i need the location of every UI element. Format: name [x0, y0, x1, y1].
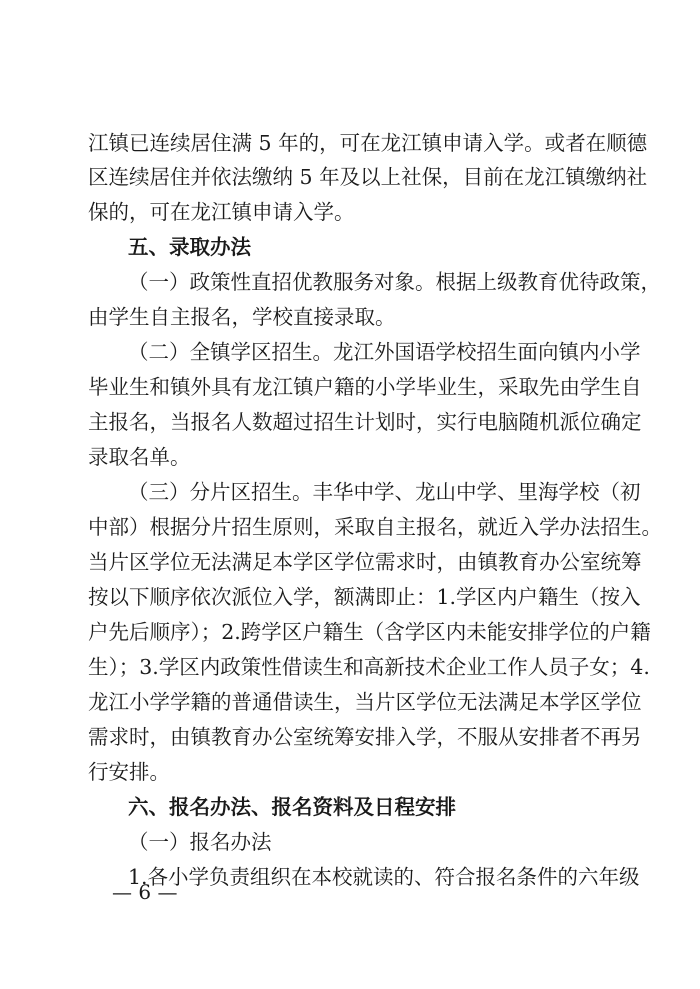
body-text-line: 按以下顺序依次派位入学，额满即止：1.学区内户籍生（按入 — [88, 585, 641, 609]
body-text-line: 录取名单。 — [88, 445, 191, 469]
body-text-line: 行安排。 — [88, 760, 170, 784]
section-heading-admission: 五、录取办法 — [128, 235, 251, 259]
body-text-line: 生）；3.学区内政策性借读生和高新技术企业工作人员子女；4. — [88, 655, 650, 679]
body-text-line: 保的，可在龙江镇申请入学。 — [88, 200, 355, 224]
body-text-line: （二）全镇学区招生。龙江外国语学校招生面向镇内小学 — [128, 340, 641, 364]
body-text-line: 由学生自主报名，学校直接录取。 — [88, 305, 396, 329]
body-text-line: 毕业生和镇外具有龙江镇户籍的小学毕业生，采取先由学生自 — [88, 375, 642, 399]
body-text-line: （一）政策性直招优教服务对象。根据上级教育优待政策， — [128, 270, 661, 294]
body-text-line: 区连续居住并依法缴纳 5 年及以上社保，目前在龙江镇缴纳社 — [88, 165, 648, 189]
body-text-line: 龙江小学学籍的普通借读生，当片区学位无法满足本学区学位 — [88, 690, 642, 714]
body-text-line: 户先后顺序）；2.跨学区户籍生（含学区内未能安排学位的户籍 — [88, 620, 651, 644]
body-text-line: 1.各小学负责组织在本校就读的、符合报名条件的六年级 — [128, 865, 640, 889]
body-text-line: 中部）根据分片招生原则，采取自主报名，就近入学办法招生。 — [88, 515, 662, 539]
page-number: — 6 — — [112, 880, 178, 904]
body-text-line: 主报名，当报名人数超过招生计划时，实行电脑随机派位确定 — [88, 410, 642, 434]
body-text-line: 江镇已连续居住满 5 年的，可在龙江镇申请入学。或者在顺德 — [88, 131, 648, 155]
subheading-registration-method: （一）报名办法 — [128, 830, 272, 854]
body-text-line: （三）分片区招生。丰华中学、龙山中学、里海学校（初 — [128, 480, 641, 504]
body-text-line: 需求时，由镇教育办公室统筹安排入学，不服从安排者不再另 — [88, 725, 642, 749]
body-text-line: 当片区学位无法满足本学区学位需求时，由镇教育办公室统筹 — [88, 550, 642, 574]
section-heading-registration: 六、报名办法、报名资料及日程安排 — [128, 795, 456, 819]
